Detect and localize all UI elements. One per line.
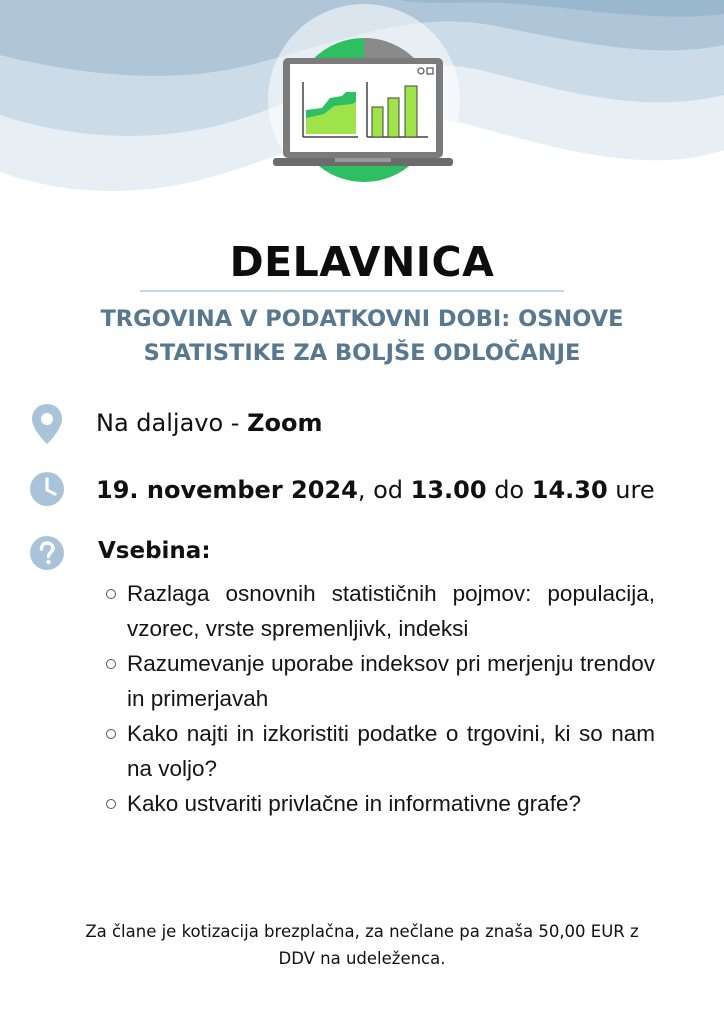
location-prefix: Na daljavo - <box>96 409 248 437</box>
fee-note-line: DDV na udeleženca. <box>278 949 446 968</box>
list-item: Kako najti in izkoristiti podatke o trgovini, ki so nam na voljo? <box>100 716 655 786</box>
event-date: 19. november 2024 <box>96 476 358 504</box>
list-item: Razumevanje uporabe indeksov pri merjenju trendov in primerjavah <box>100 646 655 716</box>
location-text <box>96 409 322 437</box>
location-pin-icon <box>29 402 65 446</box>
to-word: do <box>486 476 532 504</box>
start-time: 13.00 <box>410 476 487 504</box>
clock-icon <box>29 471 65 507</box>
from-word: , od <box>357 476 411 504</box>
end-time: 14.30 <box>531 476 608 504</box>
event-subtitle <box>30 302 694 370</box>
question-mark-icon <box>29 535 65 571</box>
fee-note <box>40 918 684 972</box>
list-item: Razlaga osnovnih statističnih pojmov: populacija, vzorec, vrste spremenljivk, indeksi <box>100 576 655 646</box>
header-illustration <box>0 0 724 230</box>
subtitle-line: STATISTIKE ZA BOLJŠE ODLOČANJE <box>143 340 581 366</box>
page-title: DELAVNICA <box>229 238 495 286</box>
title-divider <box>140 290 564 292</box>
laptop-illustration <box>268 4 460 196</box>
contents-heading: Vsebina: <box>98 538 211 564</box>
location-platform: Zoom <box>247 409 323 437</box>
list-item: Kako ustvariti privlačne in informativne grafe? <box>100 786 655 821</box>
fee-note-line: Za člane je kotizacija brezplačna, za nečlane pa znaša 50,00 EUR z <box>85 922 639 941</box>
subtitle-line: TRGOVINA V PODATKOVNI DOBI: OSNOVE <box>100 306 624 332</box>
time-suffix: ure <box>607 476 655 504</box>
datetime-text <box>96 476 655 504</box>
contents-list <box>100 576 655 821</box>
